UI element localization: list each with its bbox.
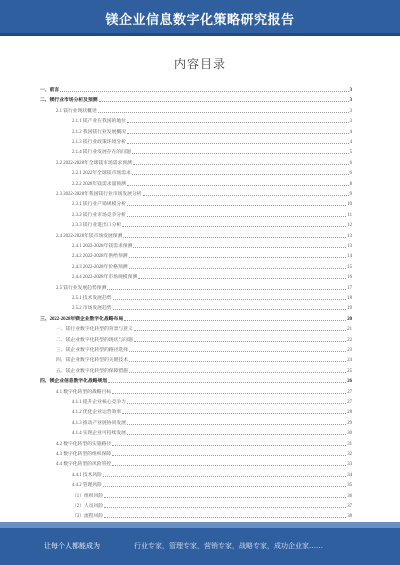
toc-entry-page: 6 xyxy=(349,171,352,177)
toc-dot-leader xyxy=(127,424,346,425)
toc-entry-page: 4 xyxy=(349,140,352,145)
toc-dot-leader xyxy=(133,247,346,248)
toc-entry-page: 3 xyxy=(349,88,352,93)
toc-dot-leader xyxy=(132,174,349,175)
toc-entry-page: 29 xyxy=(347,420,352,426)
toc-entry-label: 2.2.1 2022年全球镁市场需求 xyxy=(72,171,131,177)
toc-dot-leader xyxy=(127,216,346,217)
toc-entry[interactable] xyxy=(72,211,352,219)
toc-entry[interactable] xyxy=(56,367,352,375)
toc-entry-page: 16 xyxy=(347,275,352,281)
toc-entry-label: 4.4.1 技术风险 xyxy=(72,472,102,478)
toc-entry-label: 2.5.2 市场发展趋势 xyxy=(72,306,112,312)
toc-entry-label: 4.1.4 实现企业可持续发展 xyxy=(72,431,126,437)
toc-entry[interactable] xyxy=(72,252,352,260)
toc-entry-page: 14 xyxy=(347,254,352,260)
toc-dot-leader xyxy=(133,164,349,165)
toc-dot-leader xyxy=(127,133,349,134)
toc-dot-leader xyxy=(127,205,346,206)
toc-entry[interactable] xyxy=(72,304,352,312)
table-of-contents xyxy=(40,86,352,518)
toc-entry-label: 一、镁行业数字化转型的背景与意义 xyxy=(56,327,133,333)
toc-dot-leader xyxy=(129,361,346,362)
toc-dot-leader xyxy=(134,330,346,331)
toc-title: 内容目录 xyxy=(173,57,226,71)
toc-entry-page: 3 xyxy=(349,98,352,104)
toc-dot-leader xyxy=(138,278,346,279)
toc-entry-label: 一、前言 xyxy=(40,88,60,93)
toc-dot-leader xyxy=(104,507,346,508)
toc-entry-page: 32 xyxy=(347,452,352,457)
toc-entry-page: 9 xyxy=(349,192,352,197)
toc-entry-page: 19 xyxy=(347,306,352,312)
toc-entry[interactable] xyxy=(56,346,352,354)
toc-dot-leader xyxy=(60,91,348,92)
toc-entry[interactable] xyxy=(56,460,352,468)
toc-entry-page: 31 xyxy=(347,441,352,447)
toc-entry[interactable] xyxy=(72,398,352,406)
toc-entry-page: 3 xyxy=(349,119,352,125)
footer-bar xyxy=(0,528,400,565)
toc-entry[interactable] xyxy=(72,263,352,271)
toc-entry-page: 36 xyxy=(347,493,352,499)
toc-entry[interactable] xyxy=(72,408,352,416)
toc-dot-leader xyxy=(132,153,349,154)
toc-entry-label: 2.1.2 我国镁行业发展概况 xyxy=(72,129,126,135)
toc-entry-page: 37 xyxy=(347,504,352,509)
toc-entry-page: 23 xyxy=(347,348,352,353)
toc-entry-label: 2.4.3 2022-2028年价格预测 xyxy=(72,264,128,270)
toc-entry-label: 4.2 数字化转型的实施路径 xyxy=(56,441,112,447)
toc-entry-label: 4.3 数字化转型的组织保障 xyxy=(56,452,112,457)
toc-entry-page: 27 xyxy=(347,400,352,405)
report-header-bar xyxy=(0,0,400,36)
toc-entry-label: 2.3.1 镁行业产销规模分析 xyxy=(72,202,126,208)
toc-entry-page: 15 xyxy=(347,264,352,270)
toc-entry[interactable] xyxy=(72,169,352,177)
toc-entry-page: 35 xyxy=(347,483,352,489)
toc-entry-page: 8 xyxy=(349,181,352,187)
toc-entry[interactable] xyxy=(56,232,352,240)
toc-entry-label: 四、镁企业信息数字化战略规划 xyxy=(40,379,108,385)
toc-dot-leader xyxy=(129,351,346,352)
toc-entry-label: 4.4 数字化转型的风险管控 xyxy=(56,462,112,468)
toc-entry-page: 4 xyxy=(349,129,352,135)
toc-entry-label: 2.1.1 镁产业在我国的地位 xyxy=(72,119,126,125)
toc-entry[interactable] xyxy=(72,242,352,250)
toc-dot-leader xyxy=(99,101,349,102)
toc-entry-label: 2.3.2 镁行业市场竞争分析 xyxy=(72,212,126,218)
toc-entry-label: 2.3 2022-2028年我国镁行业市场发展分析 xyxy=(56,192,142,197)
toc-entry-page: 12 xyxy=(347,223,352,229)
toc-entry[interactable] xyxy=(40,315,352,323)
toc-entry[interactable] xyxy=(72,294,352,302)
toc-dot-leader xyxy=(113,299,347,300)
toc-entry-page: 20 xyxy=(347,316,352,322)
toc-entry-label: 4.1.1 提升企业核心竞争力 xyxy=(72,400,126,405)
toc-entry-page: 10 xyxy=(347,202,352,208)
toc-dot-leader xyxy=(107,289,346,290)
toc-entry-label: 2.4.1 2022-2028年镁需求预测 xyxy=(72,244,133,249)
toc-entry-label: 2.2.2 2028年镁需求量预测 xyxy=(72,181,126,187)
toc-entry-page: 27 xyxy=(347,389,352,395)
toc-dot-leader xyxy=(123,237,346,238)
toc-entry-page: 38 xyxy=(347,514,352,520)
toc-entry[interactable] xyxy=(72,128,352,136)
toc-entry-label: 三、2022-2028年镁企业数字化战略布局 xyxy=(40,316,124,322)
toc-entry-label: 三、镁企业数字化转型的路径选择 xyxy=(56,348,128,353)
toc-entry[interactable] xyxy=(56,440,352,448)
toc-entry[interactable] xyxy=(72,200,352,208)
toc-entry-page: 3 xyxy=(349,108,352,114)
toc-entry-label: 二、镁行业市场分析及预测 xyxy=(40,98,98,104)
toc-dot-leader xyxy=(113,309,347,310)
toc-dot-leader xyxy=(134,341,346,342)
toc-dot-leader xyxy=(108,382,346,383)
toc-entry-label: 2.4.2 2022-2028年供给预测 xyxy=(72,254,128,260)
toc-dot-leader xyxy=(124,320,346,321)
toc-entry[interactable] xyxy=(56,284,352,292)
toc-entry-label: 4.1.2 优化企业运营效率 xyxy=(72,410,122,416)
toc-entry-page: 13 xyxy=(347,233,352,239)
toc-entry-page: 18 xyxy=(347,296,352,301)
toc-entry-label: 五、镁企业数字化转型的保障措施 xyxy=(56,368,128,374)
toc-entry-label: 2.4.4 2022-2028年市场规模预测 xyxy=(72,275,138,281)
toc-entry-label: 四、镁企业数字化转型的关键技术 xyxy=(56,358,128,364)
toc-entry-label: 2.2 2022-2028年全球镁市场需求预测 xyxy=(56,160,132,166)
toc-entry[interactable] xyxy=(72,221,352,229)
toc-dot-leader xyxy=(112,455,346,456)
toc-dot-leader xyxy=(127,434,346,435)
toc-entry[interactable] xyxy=(40,96,352,104)
toc-entry-label: 2.1.4 镁行业发展存在的问题 xyxy=(72,150,131,156)
toc-entry-page: 13 xyxy=(347,244,352,249)
toc-entry-page: 34 xyxy=(347,472,352,478)
toc-entry[interactable] xyxy=(72,429,352,437)
toc-dot-leader xyxy=(104,497,346,498)
toc-entry-label: 2.3.3 镁行业进出口分析 xyxy=(72,223,122,229)
toc-entry-page: 26 xyxy=(347,379,352,385)
toc-entry-page: 28 xyxy=(347,410,352,416)
toc-dot-leader xyxy=(112,445,346,446)
toc-dot-leader xyxy=(127,122,349,123)
footer-slogan: 让每个人都能成为 xyxy=(44,542,100,550)
toc-entry[interactable] xyxy=(56,356,352,364)
toc-entry[interactable] xyxy=(72,180,352,188)
report-title: 镁企业信息数字化策略研究报告 xyxy=(105,13,295,28)
toc-dot-leader xyxy=(98,112,349,113)
toc-entry[interactable] xyxy=(56,325,352,333)
toc-entry[interactable] xyxy=(56,107,352,115)
toc-entry[interactable] xyxy=(72,512,352,520)
toc-entry[interactable] xyxy=(40,377,352,385)
toc-entry[interactable] xyxy=(56,336,352,344)
toc-dot-leader xyxy=(112,393,346,394)
toc-dot-leader xyxy=(122,413,346,414)
toc-entry-page: 21 xyxy=(347,327,352,333)
toc-entry[interactable] xyxy=(72,492,352,500)
toc-dot-leader xyxy=(129,372,346,373)
toc-entry-page: 25 xyxy=(347,368,352,374)
toc-entry-label: 4.4.2 管理风险 xyxy=(72,483,102,489)
toc-entry[interactable] xyxy=(56,159,352,167)
toc-entry-label: （3）流程风险 xyxy=(72,514,104,520)
toc-entry-label: 4.1 数字化转型的战略目标 xyxy=(56,389,112,395)
toc-entry[interactable] xyxy=(56,190,352,198)
toc-entry-label: 2.4 2022-2028年镁市场发展预测 xyxy=(56,233,123,239)
toc-entry[interactable] xyxy=(56,388,352,396)
toc-dot-leader xyxy=(143,195,349,196)
toc-entry-page: 24 xyxy=(347,358,352,364)
toc-entry[interactable] xyxy=(72,502,352,510)
toc-entry-label: 2.5 镁行业发展趋势预测 xyxy=(56,285,107,291)
toc-dot-leader xyxy=(129,257,347,258)
toc-dot-leader xyxy=(112,465,346,466)
toc-dot-leader xyxy=(103,476,346,477)
toc-entry[interactable] xyxy=(72,481,352,489)
footer-roles: 行业专家，管理专家，营销专家，战略专家，成功企业家…… xyxy=(134,542,323,550)
toc-entry[interactable] xyxy=(40,86,352,94)
toc-entry-page: 22 xyxy=(347,337,352,343)
toc-entry-label: 二、镁企业数字化转型的现状与问题 xyxy=(56,337,133,343)
toc-entry-label: （2）人员风险 xyxy=(72,504,104,509)
toc-entry-page: 33 xyxy=(347,462,352,468)
toc-entry-label: 4.1.3 推动产业链协同发展 xyxy=(72,420,126,426)
toc-entry-label: （1）组织风险 xyxy=(72,493,104,499)
toc-entry-page: 5 xyxy=(349,150,352,156)
toc-entry-label: 2.1.3 镁行业政策环境分析 xyxy=(72,140,126,145)
toc-entry[interactable] xyxy=(72,138,352,146)
toc-entry[interactable] xyxy=(72,471,352,479)
toc-entry-page: 30 xyxy=(347,431,352,437)
toc-dot-leader xyxy=(129,268,347,269)
toc-entry[interactable] xyxy=(72,117,352,125)
toc-entry-label: 2.1 镁行业现状概述 xyxy=(56,108,97,114)
toc-dot-leader xyxy=(104,517,346,518)
toc-entry[interactable] xyxy=(72,273,352,281)
toc-entry[interactable] xyxy=(72,148,352,156)
toc-dot-leader xyxy=(127,403,346,404)
toc-entry-page: 6 xyxy=(349,160,352,166)
toc-entry[interactable] xyxy=(72,419,352,427)
toc-dot-leader xyxy=(127,143,349,144)
toc-entry-page: 11 xyxy=(347,212,352,218)
toc-entry-label: 2.5.1 技术发展趋势 xyxy=(72,296,112,301)
toc-dot-leader xyxy=(103,486,346,487)
toc-dot-leader xyxy=(122,226,346,227)
toc-entry-page: 17 xyxy=(347,285,352,291)
toc-dot-leader xyxy=(127,185,349,186)
toc-entry[interactable] xyxy=(56,450,352,458)
